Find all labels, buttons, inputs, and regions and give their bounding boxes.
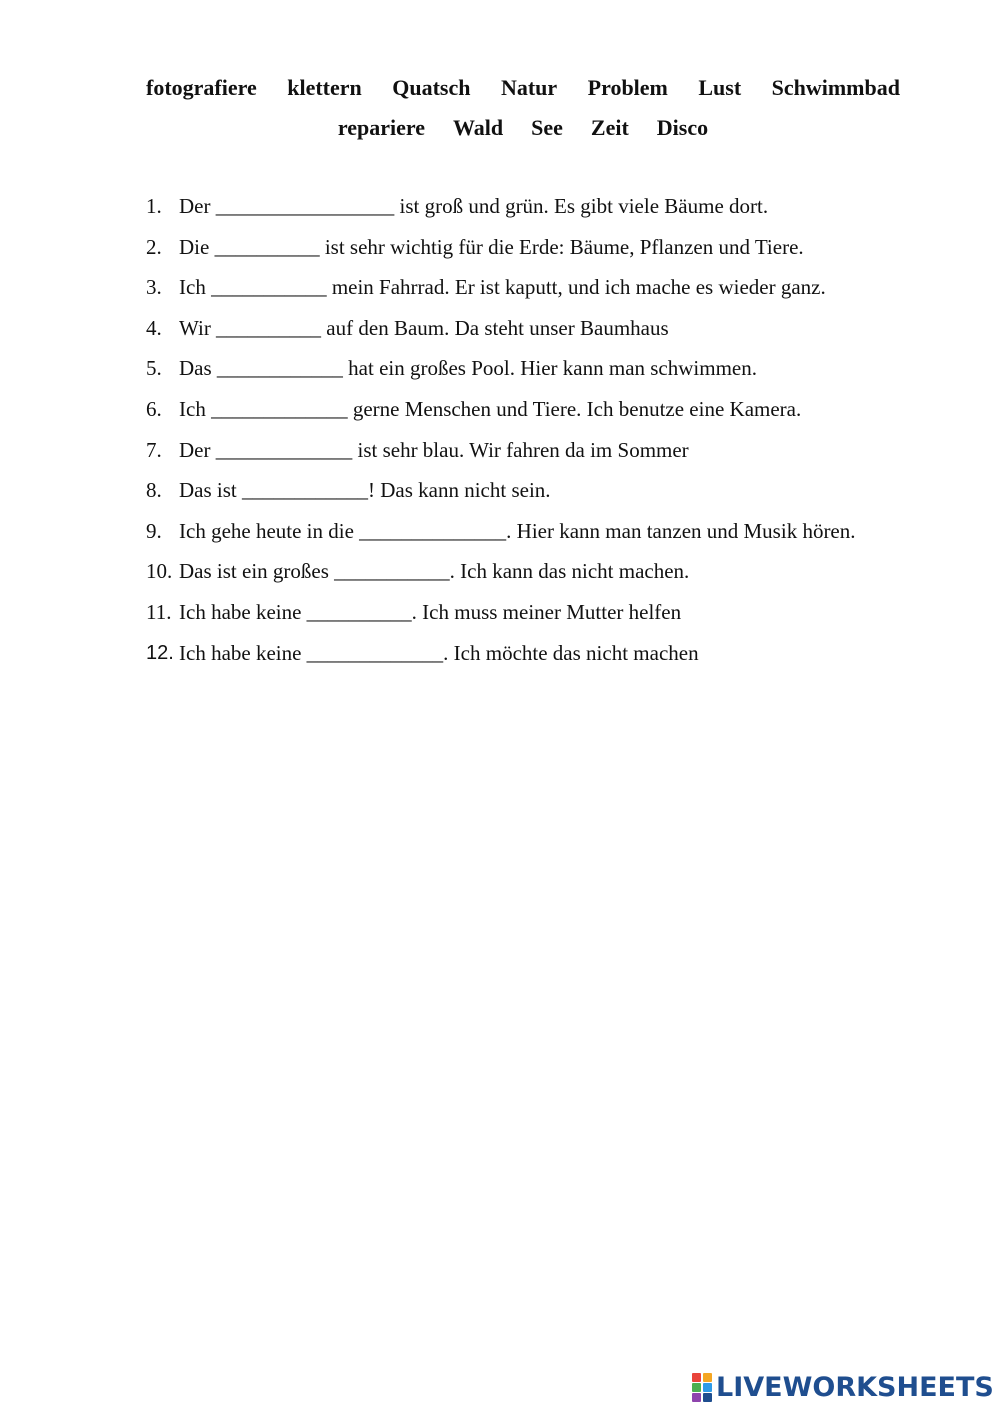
exercise-text: Die __________ ist sehr wichtig für die Erde: Bäume, Pflanzen und Tiere. (179, 234, 804, 259)
exercise-number: 11. (146, 599, 172, 624)
liveworksheets-logo (692, 1372, 994, 1403)
exercise-number: 4. (146, 315, 162, 340)
exercise-text: Das ____________ hat ein großes Pool. Hier kann man schwimmen. (179, 356, 757, 381)
exercise-text: Das ist ein großes ___________. Ich kann das nicht machen. (179, 559, 690, 584)
logo-block (692, 1393, 701, 1402)
exercise-number: 2. (146, 234, 162, 259)
word-bank-word: Natur (500, 75, 558, 100)
exercise-text: Ich _____________ gerne Menschen und Tiere. Ich benutze eine Kamera. (179, 396, 802, 421)
exercise-item (146, 227, 916, 268)
logo-block (703, 1393, 712, 1402)
word-bank-word: Schwimmbad (771, 75, 900, 100)
exercise-item (146, 186, 916, 227)
word-bank-word: Zeit (590, 115, 629, 140)
logo-block (692, 1383, 701, 1392)
exercise-text: Der _________________ ist groß und grün. Es gibt viele Bäume dort. (179, 194, 769, 218)
word-bank-row-2 (146, 108, 900, 148)
exercise-item (146, 633, 916, 674)
exercise-list (146, 186, 916, 673)
exercise-number: 8. (146, 478, 162, 503)
exercise-text: Der _____________ ist sehr blau. Wir fahren da im Sommer (179, 437, 689, 462)
word-bank-word: Disco (656, 115, 709, 140)
word-bank-word: Lust (698, 75, 742, 100)
exercise-item (146, 511, 916, 552)
logo-block (703, 1373, 712, 1382)
exercise-number: 3. (146, 275, 162, 300)
word-bank-word: fotografiere (146, 75, 257, 100)
word-bank-word: klettern (287, 75, 362, 100)
word-bank (146, 68, 900, 148)
exercise-number: 6. (146, 396, 162, 421)
word-bank-word: repariere (337, 115, 425, 140)
exercise-number: 7. (146, 437, 162, 462)
exercise-text: Ich gehe heute in die ______________. Hier kann man tanzen und Musik hören. (179, 518, 856, 543)
exercise-text: Ich ___________ mein Fahrrad. Er ist kaputt, und ich mache es wieder ganz. (179, 275, 826, 300)
word-bank-word: Quatsch (392, 75, 471, 100)
exercise-number: 10. (146, 559, 173, 584)
word-bank-row-1 (146, 68, 900, 108)
word-bank-word: See (531, 115, 563, 140)
exercise-item (146, 430, 916, 471)
word-bank-word: Problem (587, 75, 668, 100)
logo-block (703, 1383, 712, 1392)
exercise-item (146, 592, 916, 633)
logo-text: LIVEWORKSHEETS (716, 1372, 994, 1403)
word-bank-word: Wald (453, 115, 504, 140)
exercise-text: Wir __________ auf den Baum. Da steht unser Baumhaus (179, 315, 669, 340)
logo-mark-icon (692, 1373, 712, 1403)
exercise-item (146, 389, 916, 430)
exercise-number: 12. (146, 641, 174, 664)
exercise-item (146, 348, 916, 389)
logo-block (692, 1373, 701, 1382)
exercise-text: Das ist ____________! Das kann nicht sein. (179, 478, 551, 503)
exercise-number: 5. (146, 356, 162, 381)
exercise-number: 9. (146, 518, 162, 543)
exercise-text: Ich habe keine __________. Ich muss meiner Mutter helfen (179, 599, 682, 624)
exercise-item (146, 308, 916, 349)
exercise-text: Ich habe keine _____________. Ich möchte das nicht machen (179, 640, 699, 665)
exercise-item (146, 551, 916, 592)
exercise-number: 1. (146, 194, 162, 218)
exercise-item (146, 470, 916, 511)
exercise-item (146, 267, 916, 308)
